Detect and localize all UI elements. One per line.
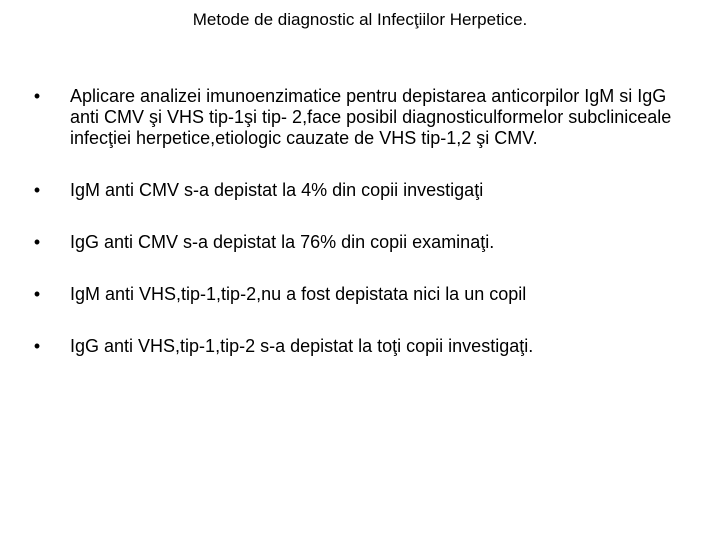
bullet-text: IgG anti CMV s-a depistat la 76% din copii examinaţi. xyxy=(70,232,495,252)
bullet-dot-icon: • xyxy=(33,336,41,356)
bullet-dot-icon: • xyxy=(33,180,41,200)
slide-title: Metode de diagnostic al Infecţiilor Herpetice. xyxy=(192,10,528,29)
bullet-text: IgM anti CMV s-a depistat la 4% din copii investigaţi xyxy=(70,180,484,200)
bullet-dot-icon: • xyxy=(33,284,41,304)
bullet-dot-icon: • xyxy=(33,232,41,252)
bullet-item xyxy=(0,336,720,357)
bullet-dot-icon: • xyxy=(33,86,41,106)
bullet-text: IgG anti VHS,tip-1,tip-2 s-a depistat la toţi copii investigaţi. xyxy=(70,336,534,356)
bullet-item xyxy=(0,86,720,149)
bullet-item xyxy=(0,180,720,201)
bullet-text: Aplicare analizei imunoenzimatice pentru depistarea anticorpilor IgM si IgG anti CMV şi VHS tip-1şi tip- 2,face posibil diagnosticulformelor subcliniceale infecţiei herpetice,etiologic cauzate de VHS tip-1,2 şi CMV. xyxy=(70,86,672,148)
bullet-list xyxy=(0,86,720,388)
bullet-item xyxy=(0,284,720,305)
bullet-item xyxy=(0,232,720,253)
bullet-text: IgM anti VHS,tip-1,tip-2,nu a fost depistata nici la un copil xyxy=(70,284,527,304)
